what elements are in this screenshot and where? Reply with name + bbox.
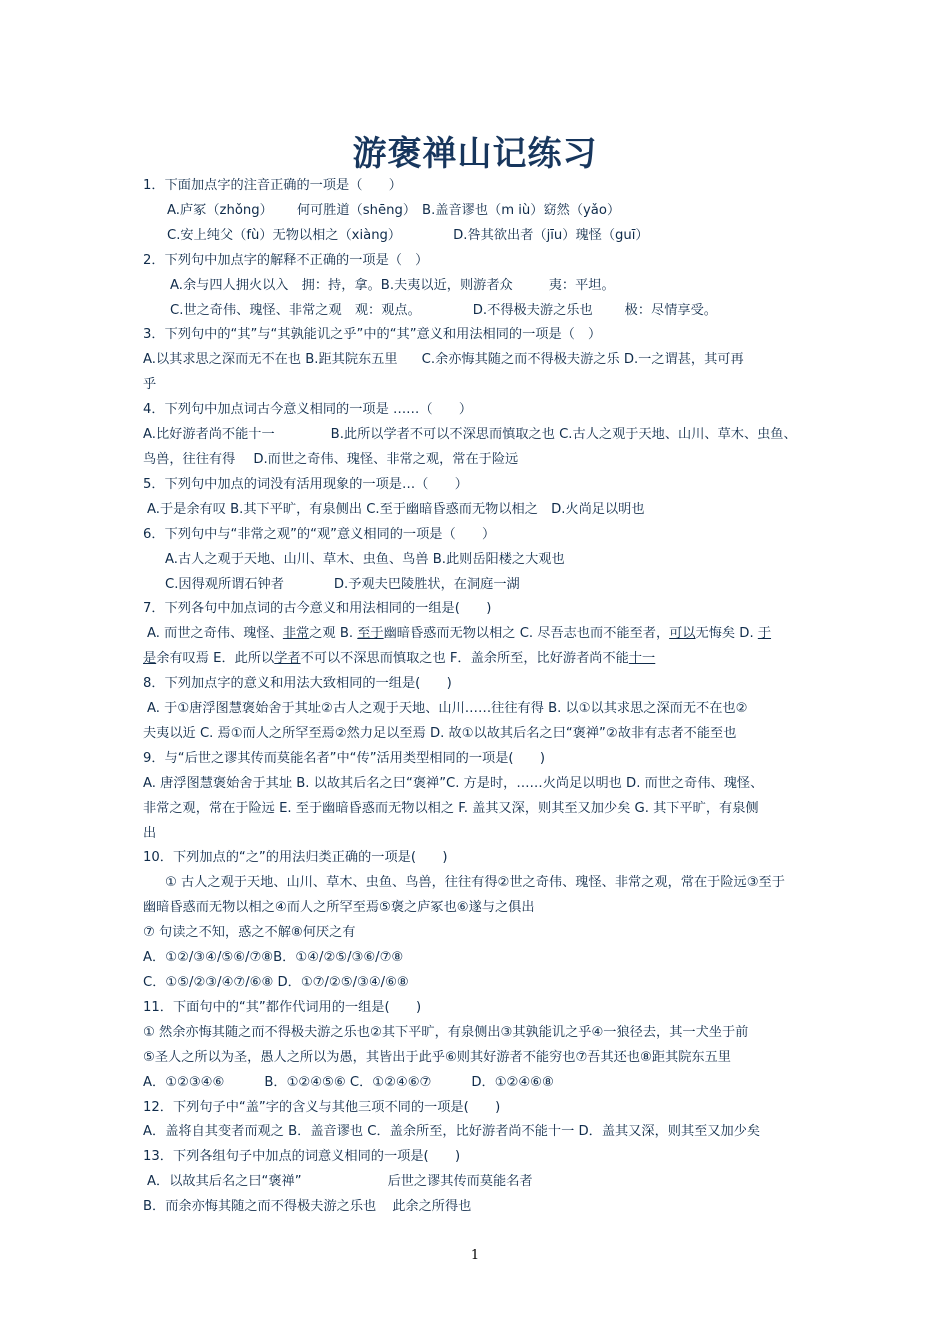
q7-underlined-word: 学者 <box>274 651 301 667</box>
q7-underlined-word: 十一 <box>628 651 656 667</box>
q2-options-line1 <box>143 274 815 299</box>
q6-options-line1: A.古人之观于天地、山川、草木、虫鱼、鸟兽 B.此则岳阳楼之大观也 <box>165 551 565 567</box>
q6-option-c: C.因得观所谓石钟者 <box>165 576 284 592</box>
q2-stem: 2．下列句中加点字的解释不正确的一项是（ ） <box>143 252 429 268</box>
q3-stem: 3．下列句中的“其”与“其孰能讥之乎”中的“其”意义和用法相同的一项是（ ） <box>143 327 602 343</box>
q10-items-line1: ① 古人之观于天地、山川、草木、虫鱼、鸟兽，往往有得②世之奇伟、瑰怪、非常之观，常在于险远③至于 <box>165 875 785 891</box>
q7-text: 无悔矣 D. <box>695 626 758 642</box>
q7-text: 幽暗昏惑而无物以相之 C. 尽吾志也而不能至者， <box>383 626 670 642</box>
q1-options-line2 <box>143 224 815 249</box>
page-title: 游褒禅山记练习 <box>352 134 598 174</box>
q11-items-line2: ⑤圣人之所以为圣，愚人之所以为愚，其皆出于此乎⑥则其好游者不能穷也⑦吾其还也⑧距其院东五里 <box>143 1049 731 1065</box>
q13-option-b2: 此余之所得也 <box>392 1199 472 1215</box>
q10-options-line2: C．①⑤/②③/④⑦/⑥⑧ D．①⑦/②⑤/③④/⑥⑧ <box>143 975 409 990</box>
q4-option-d: D.而世之奇伟、瑰怪、非常之观，常在于险远 <box>253 451 519 467</box>
q1-option-a: A.庐冢（zhǒng） <box>167 202 273 218</box>
q7-options-line1 <box>143 622 815 647</box>
page-number: 1 <box>470 1248 480 1263</box>
q3-options-line2: 乎 <box>143 377 157 393</box>
q13-options-line2 <box>143 1195 815 1220</box>
q2-option-a: A.余与四人拥火以入 拥：持，拿。B.夫夷以近，则游者众 <box>170 277 513 293</box>
q11-items-line1: ① 然余亦悔其随之而不得极夫游之乐也②其下平旷，有泉侧出③其孰能讥之乎④一狼径去，其一犬坐于前 <box>143 1024 749 1040</box>
q13-option-a: A．以故其后名之曰“褒禅” <box>147 1174 302 1190</box>
q3-options-line1 <box>143 348 815 373</box>
q9-options-line2: 非常之观，常在于险远 E. 至于幽暗昏惑而无物以相之 F. 盖其又深，则其至又加少矣 G. 其下平旷，有泉侧 <box>143 800 759 816</box>
q1-option-d: D.咎其欲出者（jīu）瑰怪（guī） <box>453 227 649 243</box>
q1-options-line1 <box>143 199 815 224</box>
q11-option-bc: B．①②④⑤⑥ C．①②④⑥⑦ <box>264 1074 432 1090</box>
q2-option-d2: 极：尽情享受。 <box>624 302 717 318</box>
q6-option-d: D.予观夫巴陵胜状，在洞庭一湖 <box>333 576 520 592</box>
q13-option-b: B．而余亦悔其随之而不得极夫游之乐也 <box>143 1199 377 1215</box>
q7-underlined-word: 至于 <box>357 626 384 642</box>
q4-options-line2 <box>143 448 815 473</box>
q2-option-c: C.世之奇伟、瑰怪、非常之观 观：观点。 <box>170 302 421 318</box>
q7-underlined-word: 可以 <box>669 626 696 642</box>
q9-stem: 9．与“后世之谬其传而莫能名者”中“传”活用类型相同的一项是( ) <box>143 750 546 766</box>
q10-items-line2: 幽暗昏惑而无物以相之④而人之所罕至焉⑤褒之庐冢也⑥遂与之俱出 <box>143 900 535 916</box>
q13-stem: 13．下列各组句子中加点的词意义相同的一项是( ) <box>143 1149 461 1165</box>
q3-option-cd: C.余亦悔其随之而不得极夫游之乐 D.一之谓甚，其可再 <box>421 352 744 368</box>
q4-option-a: A.比好游者尚不能十一 <box>143 427 275 443</box>
q11-option-d: D．①②④⑥⑧ <box>471 1074 554 1090</box>
q11-option-a: A．①②③④⑥ <box>143 1074 225 1090</box>
q1-option-c: C.安上纯父（fù）无物以相之（xiàng） <box>167 227 402 243</box>
q7-options-line2 <box>143 647 815 672</box>
q11-options-line <box>143 1071 815 1096</box>
q7-text: 不可以不深思而慎取之也 F．盖余所至，比好游者尚不能 <box>300 651 629 667</box>
q12-options-line1: A．盖将自其变者而观之 B．盖音谬也 C．盖余所至，比好游者尚不能十一 D．盖其又深，则其至又加少矣 <box>143 1124 761 1140</box>
q10-options-line1: A．①②/③④/⑤⑥/⑦⑧B．①④/②⑤/③⑥/⑦⑧ <box>143 950 404 966</box>
q7-stem: 7．下列各句中加点词的古今意义和用法相同的一组是( ) <box>143 601 492 617</box>
q9-options-line1: A. 唐浮图慧褒始舍于其址 B. 以故其后名之曰“褒禅”C. 方是时，……火尚足以明也 D. 而世之奇伟、瑰怪、 <box>143 775 764 791</box>
q7-text: 余有叹焉 E．此所以 <box>156 651 275 667</box>
q5-options-line1: A.于是余有叹 B.其下平旷，有泉侧出 C.至于幽暗昏惑而无物以相之 D.火尚足以明也 <box>147 501 645 517</box>
q1-option-b: B.盖音谬也（m iù）窈然（yǎo） <box>422 202 621 218</box>
q4-options-line1 <box>143 423 815 448</box>
q13-option-a2: 后世之谬其传而莫能名者 <box>387 1174 533 1190</box>
q2-option-a2: 夷：平坦。 <box>548 277 615 293</box>
q4-option-bc: B.此所以学者不可以不深思而慎取之也 C.古人之观于天地、山川、草木、虫鱼、 <box>330 427 797 443</box>
q13-options-line1 <box>143 1170 815 1195</box>
q1-option-a2: 何可胜道（shēng） <box>296 202 417 218</box>
q2-option-d: D.不得极夫游之乐也 <box>472 302 593 318</box>
question-list <box>143 174 815 1220</box>
q10-items-line3: ⑦ 句读之不知，惑之不解⑧何厌之有 <box>143 925 356 941</box>
q12-stem: 12．下列句子中“盖”字的含义与其他三项不同的一项是( ) <box>143 1099 501 1115</box>
q4-option-c-cont: 鸟兽，往往有得 <box>143 451 236 467</box>
q6-options-line2 <box>143 573 815 598</box>
q8-options-line2: 夫夷以近 C. 焉①而人之所罕至焉②然力足以至焉 D. 故①以故其后名之曰“褒禅”②故非有志者不能至也 <box>143 725 737 741</box>
q5-stem: 5．下列句中加点的词没有活用现象的一项是…（ ） <box>143 476 468 492</box>
q7-underlined-word: 是 <box>143 651 157 667</box>
q6-stem: 6．下列句中与“非常之观”的“观”意义相同的一项是（ ） <box>143 526 496 542</box>
q8-stem: 8．下列加点字的意义和用法大致相同的一组是( ) <box>143 676 452 692</box>
q1-stem: 1．下面加点字的注音正确的一项是（ ） <box>143 178 402 193</box>
q7-underlined-word: 非常 <box>282 626 310 642</box>
q9-options-line3: 出 <box>143 825 157 841</box>
q8-options-line1: A. 于①唐浮图慧褒始舍于其址②古人之观于天地、山川……往往有得 B. 以①以其求思之深而无不在也② <box>147 701 748 717</box>
q3-option-ab: A.以其求思之深而无不在也 B.距其院东五里 <box>143 352 398 368</box>
q10-stem: 10．下列加点的“之”的用法归类正确的一项是( ) <box>143 850 448 866</box>
q7-underlined-word: 于 <box>757 626 772 642</box>
q4-stem: 4．下列句中加点词古今意义相同的一项是 ……（ ） <box>143 402 473 418</box>
q2-options-line2 <box>143 299 815 324</box>
q11-stem: 11．下面句中的“其”都作代词用的一组是( ) <box>143 999 422 1015</box>
q7-text: 之观 B. <box>309 626 358 642</box>
q7-text: A. 而世之奇伟、瑰怪、 <box>147 626 283 642</box>
